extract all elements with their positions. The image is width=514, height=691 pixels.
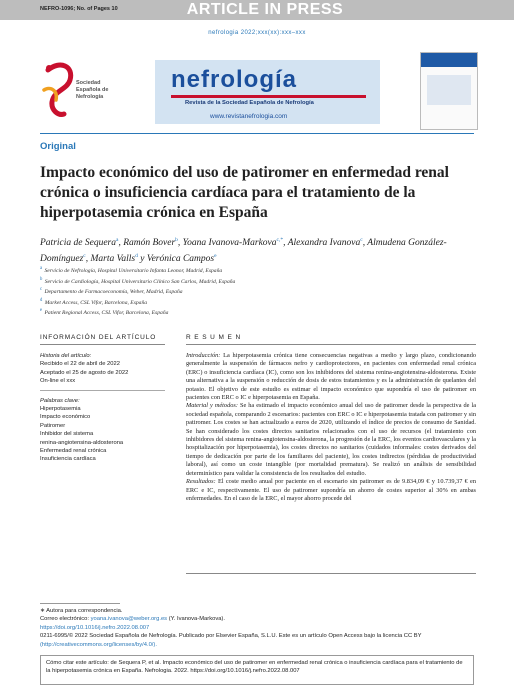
abstract-introduction: Introducción: La hiperpotasemia crónica tiene consecuencias negativas a medio y largo plazo, condicionando generalmente la suspensión de fármacos nefro y cardioprotectores, en pacientes con enfermedad renal crónica (ERC) o insuficiencia cardíaca (IC), como son los inhibidores del sistema renina-angiotensina-aldosterona. Existe una alternativa a la suspensión o reducción de dosis de estos tratamientos y es la administración de quelantes del potasio. El objetivo de este estudio es estimar el impacto económico que supondría el uso de patiromer en pacientes con ERC o IC e hiperpotasemia en España. <box>186 352 476 402</box>
header-divider <box>40 133 474 134</box>
license-line: 0211-6995/© 2022 Sociedad Española de Nefrología. Publicado por Elsevier España, S.L.U. Este es un artículo Open Access bajo la licencia CC BY (http://creativecommons.org/licenses/by/4.0/). <box>40 633 422 648</box>
author[interactable]: Alexandra Ivanova <box>287 238 361 249</box>
author-affiliation-mark: e <box>214 253 217 260</box>
journal-wordmark: nefrología <box>171 66 298 93</box>
article-in-press-banner: ARTICLE IN PRESS <box>186 1 344 18</box>
how-to-cite-box <box>40 655 474 685</box>
abstract-body <box>186 352 476 503</box>
keywords-label: Palabras clave: <box>40 397 80 404</box>
abstract-results: Resultados: El coste medio anual por paciente en el escenario sin patiromer es de 9.834,09 € y 10.739,37 € en ERC e IC, respectivamente. El uso de patiromer supondría un ahorro de costes superior al 30% en ambas enfermedades. En el caso de la ERC, el mayor ahorro procede del <box>186 478 476 502</box>
author-affiliation-mark: c,* <box>276 237 284 243</box>
cite-text: de Sequera P, et al. Impacto económico del uso de patiromer en enfermedad renal crónica o insuficiencia cardíaca para el tratamiento de la hiperpotasemia crónica en España. Nefrologia. 2022. <box>46 660 463 674</box>
document-id: NEFRO-1096; No. of Pages 10 <box>40 6 118 12</box>
cite-label: Cómo citar este artículo: <box>46 660 109 666</box>
keyword: Insuficiencia cardíaca <box>40 456 96 463</box>
footnote-rule <box>40 603 120 604</box>
abstract-rule <box>186 344 476 345</box>
article-info-panel <box>40 352 165 464</box>
received-date: Recibido el 22 de abril de 2022 <box>40 361 120 368</box>
author[interactable]: Patricia de Sequera <box>40 238 116 249</box>
author[interactable]: Verónica Campos <box>146 254 215 265</box>
keyword: Impacto económico <box>40 414 91 421</box>
online-date: On-line el xxx <box>40 378 76 385</box>
article-type: Original <box>40 141 76 152</box>
keyword: Hiperpotasemia <box>40 406 81 413</box>
affiliation: $^a$ Servicio de Nefrología, Hospital Universitario Infanta Leonor, Madrid, España <box>40 266 223 274</box>
author-affiliation-mark: a <box>115 237 119 243</box>
affiliation: $^e$ Patient Regional Access, CSL Vifor, Barcelona, España <box>40 308 169 317</box>
history-label: Historia del artículo: <box>40 353 92 359</box>
journal-citation-line: nefrologia 2022;xxx(xx):xxx–xxx <box>208 30 306 36</box>
email-link[interactable]: yoana.ivanova@weber.org.es <box>90 616 168 623</box>
footnotes <box>40 607 474 649</box>
keyword: renina-angiotensina-aldosterona <box>40 439 124 446</box>
author-affiliation-mark: c <box>83 253 86 260</box>
keyword: Patiromer <box>40 422 66 429</box>
affiliation-list <box>40 265 474 318</box>
author-affiliation-mark: b <box>175 237 178 243</box>
banner-rule <box>171 95 366 98</box>
abstract-heading: R E S U M E N <box>186 334 242 341</box>
author-list: Patricia de Sequera$^a$, Ramón Bover$^b$, Yoana Ivanova-Markova$^{c,*}$, Alexandra Ivanova$^c$, Almudena González-Domínguez$^c$, Marta Valls$^d$ y Verónica Campos$^e$ <box>40 237 447 265</box>
cover-header-band <box>421 53 477 67</box>
article-title: Impacto económico del uso de patiromer en enfermedad renal crónica o insuficiencia cardíaca para el tratamiento de la hiperpotasemia crónica en España <box>40 164 449 221</box>
society-logo <box>40 60 150 120</box>
corresponding-author-note: ∗ Autora para correspondencia. <box>40 608 123 614</box>
author-affiliation-mark: c <box>360 237 363 243</box>
keyword: Enfermedad renal crónica <box>40 448 107 455</box>
society-name: Sociedad Española de Nefrología <box>76 80 109 100</box>
journal-banner <box>155 60 380 124</box>
author-joiner: y <box>140 254 145 265</box>
kidney-figure-icon <box>40 60 80 118</box>
journal-cover-thumbnail <box>420 52 478 130</box>
email-line: Correo electrónico: yoana.ivanova@weber.org.es (Y. Ivanova-Markova). <box>40 616 225 623</box>
affiliation: $^b$ Servicio de Cardiología, Hospital Universitario Clínico San Carlos, Madrid, España <box>40 276 236 285</box>
author[interactable]: Marta Valls <box>90 254 136 265</box>
info-divider <box>40 390 165 391</box>
accepted-date: Aceptado el 25 de agosto de 2022 <box>40 369 129 376</box>
license-link[interactable]: (http://creativecommons.org/licenses/by/4.0/). <box>40 641 157 648</box>
doi-link[interactable]: https://doi.org/10.1016/j.nefro.2022.08.007 <box>40 624 150 631</box>
journal-url[interactable]: www.revistanefrologia.com <box>210 113 288 120</box>
affiliation: $^d$ Market Access, CSL Vifor, Barcelona, España <box>40 297 148 306</box>
running-header-bar <box>0 0 514 20</box>
abstract-bottom-rule <box>186 573 476 574</box>
journal-subtitle: Revista de la Sociedad Española de Nefrología <box>185 100 314 106</box>
cite-doi-link[interactable]: https://doi.org/10.1016/j.nefro.2022.08.007 <box>190 668 300 674</box>
author-affiliation-mark: d <box>135 253 138 260</box>
abstract-methods: Material y métodos: Se ha estimado el impacto económico anual del uso de patiromer desde la perspectiva de la sociedad española, comparando 2 escenarios: pacientes con ERC o IC e hiperpotasemia tratada con patiromer y sin patiromer. Los costes se han actualizado a euros de 2020, utilizando el índice de precios de consumo de Sanidad. Se han considerado los costes directos sanitarios relacionados con el uso de recursos (el tratamiento con inhibidores del sistema renina-angiotensina-aldosterona, la progresión de la ERC, los eventos cardiovasculares y la hospitalización por hiperpotasemia), los costes directos no sanitarios (cuidados informales: costes derivados del tiempo de dedicación por parte de los familiares del paciente), los costes indirectos (pérdidas de productividad laboral), así como un coste intangible (por mortalidad prematura). Se realizó un análisis de sensibilidad determinístico para validar la consistencia de los resultados del estudio. <box>186 402 477 477</box>
keyword: Inhibidor del sistema <box>40 431 94 438</box>
article-info-rule <box>40 344 165 345</box>
article-info-heading: INFORMACIÓN DEL ARTÍCULO <box>40 334 157 341</box>
author[interactable]: Almudena González-Domínguez <box>40 238 447 265</box>
author[interactable]: Ramón Bover <box>123 238 176 249</box>
affiliation: $^c$ Departamento de Farmacoeconomía, Weber, Madrid, España <box>40 287 183 295</box>
author[interactable]: Yoana Ivanova-Markova <box>182 238 277 249</box>
cover-image-area <box>427 75 471 105</box>
